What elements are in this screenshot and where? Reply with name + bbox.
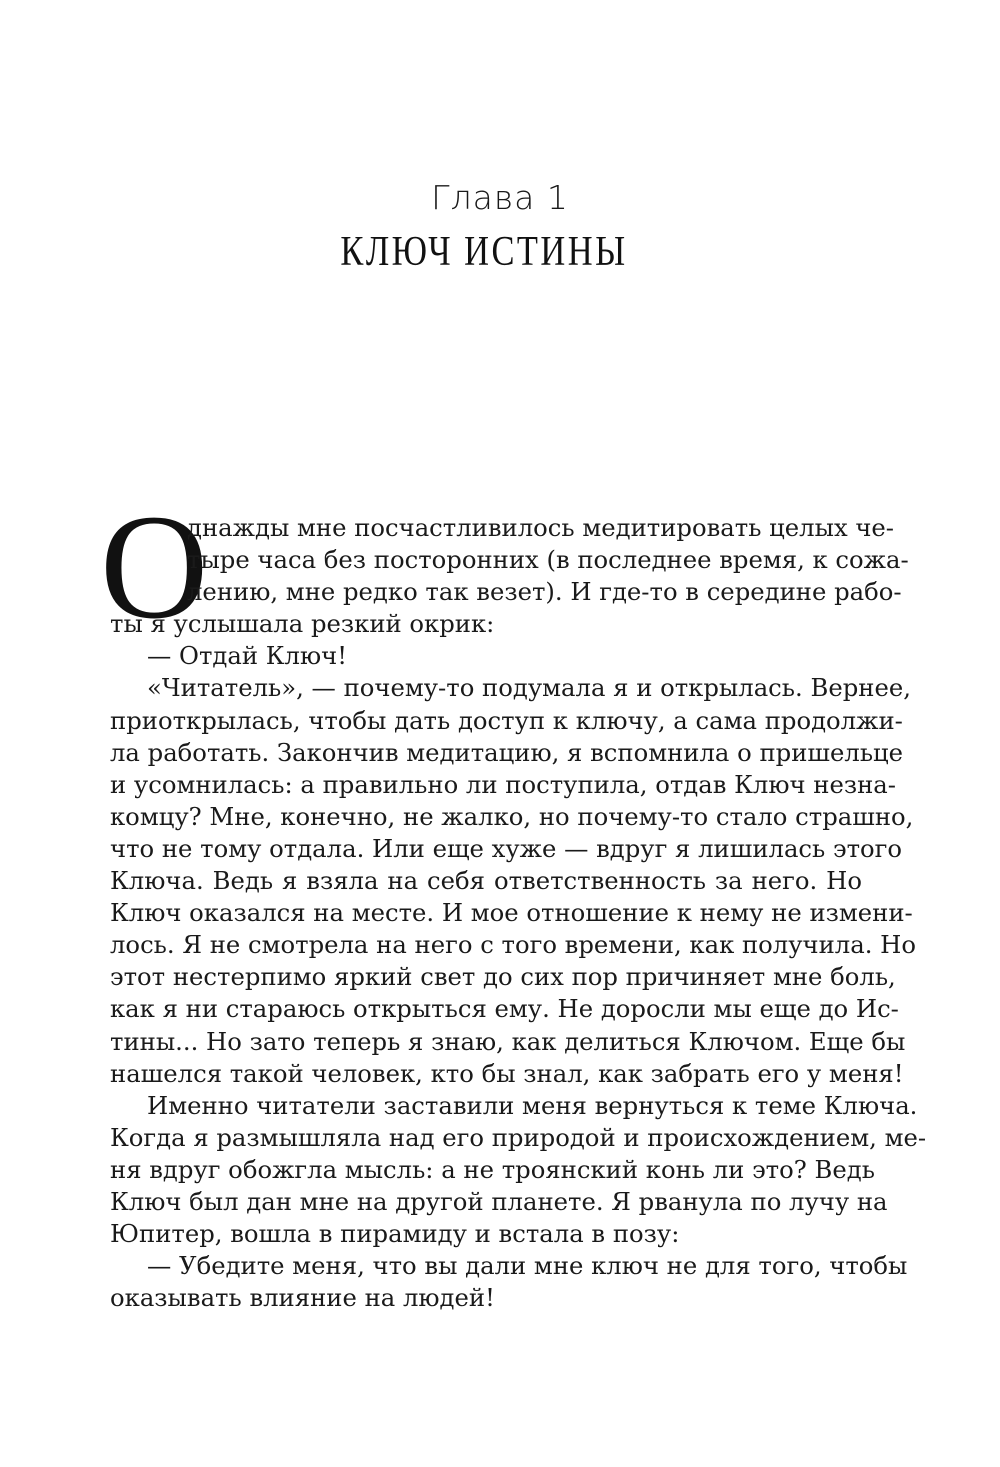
text-line: этот нестерпимо яркий свет до сих пор причиняет мне боль, — [110, 962, 896, 992]
text-line: лению, мне редко так везет). И где-то в середине рабо- — [187, 577, 902, 607]
chapter-title: КЛЮЧ ИСТИНЫ — [340, 229, 628, 275]
text-line: Юпитер, вошла в пирамиду и встала в позу: — [110, 1219, 680, 1249]
text-line: Ключа. Ведь я взяла на себя ответственность за него. Но — [110, 866, 862, 896]
text-line: Когда я размышляла над его природой и происхождением, ме- — [110, 1122, 927, 1152]
text-line: ла работать. Закончив медитацию, я вспомнила о пришельце — [110, 737, 904, 767]
text-line: лось. Я не смотрела на него с того времени, как получила. Но — [110, 930, 916, 960]
text-line: нашелся такой человек, кто бы знал, как забрать его у меня! — [110, 1058, 904, 1088]
text-line: как я ни стараюсь открыться ему. Не доросли мы еще до Ис- — [110, 994, 899, 1024]
text-line: — Убедите меня, что вы дали мне ключ не для того, чтобы — [147, 1251, 908, 1281]
chapter-number: Глава 1 — [431, 178, 569, 217]
text-line: Ключ был дан мне на другой планете. Я рванула по лучу на — [110, 1186, 888, 1216]
drop-cap: О — [100, 484, 209, 650]
text-line: Ключ оказался на месте. И мое отношение к нему не измени- — [110, 898, 913, 928]
text-line: «Читатель», — почему-то подумала я и открылась. Вернее, — [147, 673, 911, 703]
text-line: что не тому отдала. Или еще хуже — вдруг я лишилась этого — [110, 833, 903, 863]
text-line: и усомнилась: а правильно ли поступила, отдав Ключ незна- — [110, 769, 897, 799]
text-line: оказывать влияние на людей! — [110, 1283, 495, 1313]
text-line: Именно читатели заставили меня вернуться к теме Ключа. — [147, 1090, 918, 1120]
text-line: тыре часа без посторонних (в последнее время, к сожа- — [187, 545, 909, 575]
text-line: ня вдруг обожгла мысль: а не троянский конь ли это? Ведь — [110, 1154, 875, 1184]
text-line: ты я услышала резкий окрик: — [110, 609, 495, 639]
text-line: — Отдай Ключ! — [147, 641, 347, 671]
text-line: приоткрылась, чтобы дать доступ к ключу, а сама продолжи- — [110, 705, 903, 735]
text-line: днажды мне посчастливилось медитировать целых че- — [187, 513, 895, 542]
body-text — [110, 512, 927, 1314]
text-line: тины... Но зато теперь я знаю, как делиться Ключом. Еще бы — [110, 1026, 906, 1056]
text-line: комцу? Мне, конечно, не жалко, но почему-то стало страшно, — [110, 801, 914, 831]
